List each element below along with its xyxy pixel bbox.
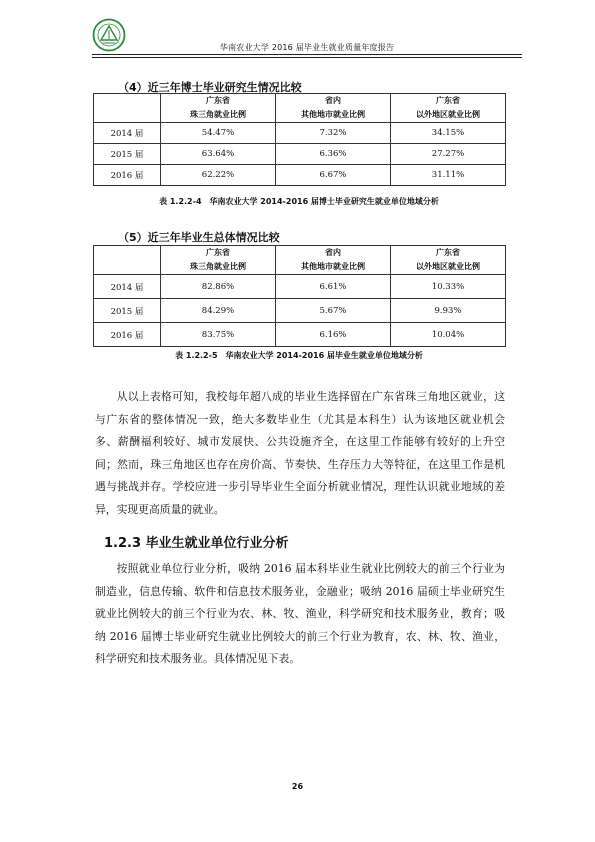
table-row bbox=[94, 144, 506, 165]
table-cell: 9.93% bbox=[391, 299, 506, 323]
table-header-row bbox=[94, 94, 506, 123]
table-cell: 10.33% bbox=[391, 275, 506, 299]
running-title: 华南农业大学 2016 届毕业生就业质量年度报告 bbox=[219, 43, 395, 52]
row-label: 2016 届 bbox=[94, 323, 161, 347]
row-label: 2014 届 bbox=[94, 123, 161, 144]
table-cell: 83.75% bbox=[161, 323, 276, 347]
table-cell: 82.86% bbox=[161, 275, 276, 299]
table-cell: 63.64% bbox=[161, 144, 276, 165]
table-row bbox=[94, 123, 506, 144]
table-cell: 54.47% bbox=[161, 123, 276, 144]
row-label: 2015 届 bbox=[94, 299, 161, 323]
table-cell: 84.29% bbox=[161, 299, 276, 323]
table-cell: 34.15% bbox=[391, 123, 506, 144]
header-cell-other-cities: 省内 其他地市就业比例 bbox=[276, 94, 391, 123]
subsection-title: 毕业生就业单位行业分析 bbox=[145, 536, 289, 551]
row-label: 2016 届 bbox=[94, 165, 161, 186]
industry-paragraph: 按照就业单位行业分析，吸纳 2016 届本科毕业生就业比例较大的前三个行业为制造业，信息传输、软件和信息技术服务业，金融业；吸纳 2016 届硕士毕业研究生就业比例较大的前三个行业为农、林、牧、渔业，科学研究和技术服务业，教育；吸纳 2016 届博士毕业研究生就业比例较大的前三个行业为教育，农、林、牧、渔业，科学研究和技术服务业。具体情况见下表。 bbox=[95, 562, 505, 666]
table-row bbox=[94, 275, 506, 299]
header-cell-empty bbox=[94, 246, 161, 275]
table-cell: 27.27% bbox=[391, 144, 506, 165]
section-title-4: （4）近三年博士毕业研究生情况比较 bbox=[118, 81, 302, 94]
table-overall-region bbox=[93, 245, 506, 347]
header-rule-thin bbox=[92, 57, 522, 58]
section-title-5: （5）近三年毕业生总体情况比较 bbox=[118, 231, 280, 244]
header-cell-outside: 广东省 以外地区就业比例 bbox=[391, 94, 506, 123]
table-doctoral-region bbox=[93, 93, 506, 186]
row-label: 2015 届 bbox=[94, 144, 161, 165]
table-cell: 7.32% bbox=[276, 123, 391, 144]
table-cell: 6.36% bbox=[276, 144, 391, 165]
table-cell: 62.22% bbox=[161, 165, 276, 186]
table-cell: 6.16% bbox=[276, 323, 391, 347]
table-cell: 6.67% bbox=[276, 165, 391, 186]
header-cell-other-cities: 省内 其他地市就业比例 bbox=[276, 246, 391, 275]
table-header-row bbox=[94, 246, 506, 275]
page-header bbox=[92, 18, 522, 58]
table-cell: 5.67% bbox=[276, 299, 391, 323]
table-cell: 6.61% bbox=[276, 275, 391, 299]
table-row bbox=[94, 323, 506, 347]
row-label: 2014 届 bbox=[94, 275, 161, 299]
header-rule bbox=[92, 54, 522, 55]
table-caption-5: 表 1.2.2-5 华南农业大学 2014-2016 届毕业生就业单位地域分析 bbox=[175, 351, 423, 360]
header-cell-outside: 广东省 以外地区就业比例 bbox=[391, 246, 506, 275]
subsection-number: 1.2.3 bbox=[104, 536, 142, 551]
subsection-heading bbox=[104, 532, 289, 551]
analysis-paragraph: 从以上表格可知，我校每年超八成的毕业生选择留在广东省珠三角地区就业，这与广东省的整体情况一致，绝大多数毕业生（尤其是本科生）认为该地区就业机会多、薪酬福利较好、城市发展快、公共设施齐全，在这里工作能够有较好的上升空间；然而，珠三角地区也存在房价高、节奏快、生存压力大等特征，在这里工作是机遇与挑战并存。学校应进一步引导毕业生全面分析就业情况，理性认识就业地域的差异，实现更高质量的就业。 bbox=[95, 390, 505, 516]
header-cell-prd: 广东省 珠三角就业比例 bbox=[161, 94, 276, 123]
page-number: 26 bbox=[291, 782, 304, 791]
table-caption-4: 表 1.2.2-4 华南农业大学 2014-2016 届博士毕业研究生就业单位地域分析 bbox=[159, 197, 439, 206]
table-cell: 31.11% bbox=[391, 165, 506, 186]
header-cell-empty bbox=[94, 94, 161, 123]
table-row bbox=[94, 165, 506, 186]
header-cell-prd: 广东省 珠三角就业比例 bbox=[161, 246, 276, 275]
table-cell: 10.04% bbox=[391, 323, 506, 347]
table-row bbox=[94, 299, 506, 323]
